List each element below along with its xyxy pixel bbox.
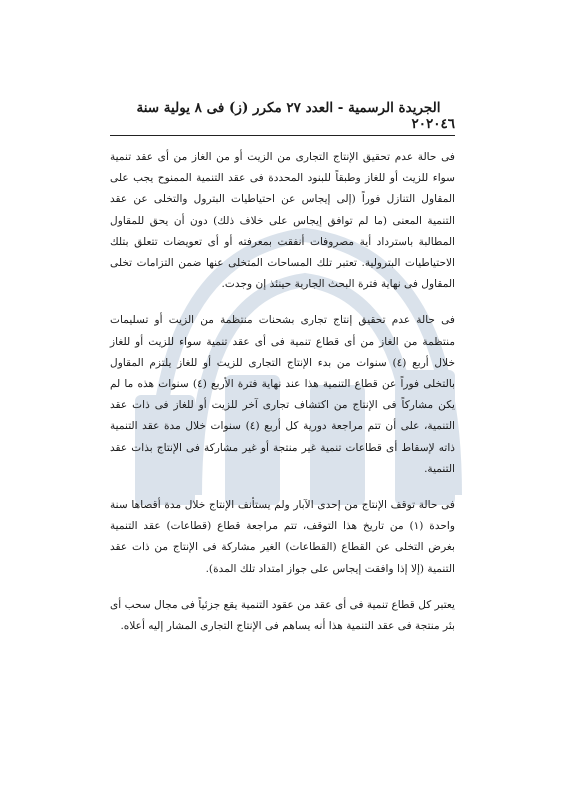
- document-body: [110, 147, 455, 652]
- page-header: [110, 100, 455, 132]
- paragraph-1: فى حالة عدم تحقيق الإنتاج التجارى من الزيت أو من الغاز من أى عقد تنمية سواء للزيت أو للغاز وطبقاً للبنود المحددة فى عقد التنمية الممنوح يجب على المقاول التنازل فوراً (إلى إيجاس عن احتياطيات البترول والتخلى عن عقد التنمية المعنى (ما لم توافق إيجاس على خلاف ذلك) دون أن يحق للمقاول المطالبة باسترداد أية مصروفات أنفقت بمعرفته أو أى تعويضات تتعلق بتلك الاحتياطيات البترولية. تعتبر تلك المساحات المتخلى عنها ضمن التزامات تخلى المقاول فى نهاية فترة البحث الجارية حينئذ إن وجدت.: [110, 151, 455, 291]
- page-number: ٤٦: [440, 116, 455, 132]
- paragraph-4: يعتبر كل قطاع تنمية فى أى عقد من عقود التنمية يقع جزئياً فى مجال سحب أى بئر منتجة فى عقد التنمية هذا أنه يساهم فى الإنتاج التجارى المشار إليه أعلاه.: [110, 598, 455, 633]
- gazette-title: الجريدة الرسمية - العدد ٢٧ مكرر (ز) فى ٨ يولية سنة ٢٠٢٠: [136, 100, 441, 132]
- header-divider: [110, 135, 455, 136]
- paragraph-3: فى حالة توقف الإنتاج من إحدى الآبار ولم يستأنف الإنتاج خلال مدة أقصاها سنة واحدة (١) من تاريخ هذا التوقف، تتم مراجعة قطاع (قطاعات) عقد التنمية بغرض التخلى عن القطاع (القطاعات) الغير مشاركة فى الإنتاج من ذات عقد التنمية (إلا إذا وافقت إيجاس على جواز امتداد تلك المدة).: [110, 499, 455, 575]
- paragraph-2: فى حالة عدم تحقيق إنتاج تجارى بشحنات منتظمة من الزيت أو تسليمات منتظمة من الغاز من أى قطاع تنمية فى أى عقد تنمية سواء للزيت أو للغاز خلال أربع (٤) سنوات من بدء الإنتاج التجارى للزيت أو للغاز يلتزم المقاول بالتخلى فوراً عن قطاع التنمية هذا عند نهاية فترة الأربع (٤) سنوات هذه ما لم يكن مشاركاً فى الإنتاج من اكتشاف تجارى آخر للزيت أو للغاز فى ذات عقد التنمية، على أن تتم مراجعة دورية كل أربع (٤) سنوات خلال مدة عقد التنمية ذاته لإسقاط أى قطاعات تنمية غير منتجة أو غير مشاركة فى الإنتاج بذات عقد التنمية.: [110, 314, 455, 475]
